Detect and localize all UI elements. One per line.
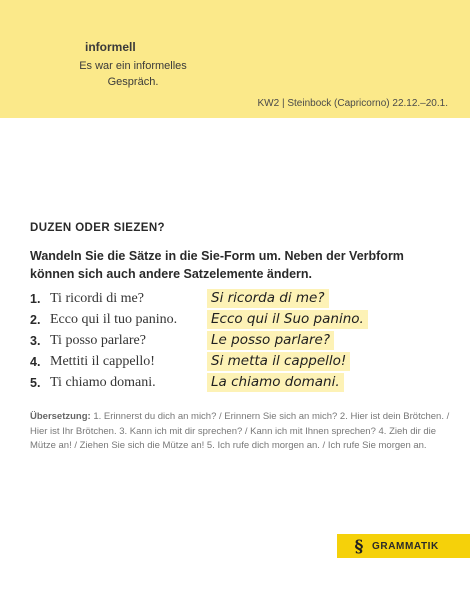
calendar-week-line: KW2 | Steinbock (Capricorno) 22.12.–20.1. bbox=[257, 98, 448, 109]
section-heading: DUZEN ODER SIEZEN? bbox=[30, 222, 165, 234]
exercise-answer: Si metta il cappello! bbox=[207, 352, 350, 371]
exercise-number: 3. bbox=[30, 333, 41, 348]
exercise-number: 5. bbox=[30, 375, 41, 390]
exercise-instruction: Wandeln Sie die Sätze in die Sie-Form um. Neben der Verbform können sich auch andere Satzelemente ändern. bbox=[30, 249, 404, 281]
exercise-prompt: Ti ricordi di me? bbox=[50, 290, 144, 306]
informell-title: informell bbox=[85, 40, 136, 54]
translation-note bbox=[30, 410, 450, 454]
header-band bbox=[0, 0, 470, 118]
exercise-number: 1. bbox=[30, 291, 41, 306]
svg-text:§: § bbox=[354, 537, 364, 555]
exercise-item bbox=[30, 372, 460, 393]
translation-label: Übersetzung: bbox=[30, 411, 91, 422]
exercise-item bbox=[30, 330, 460, 351]
exercise-answer: La chiamo domani. bbox=[207, 373, 344, 392]
exercise-answer: Ecco qui il Suo panino. bbox=[207, 310, 368, 329]
exercise-item bbox=[30, 288, 460, 309]
paragraph-icon bbox=[352, 537, 366, 555]
exercise-answer: Si ricorda di me? bbox=[207, 289, 329, 308]
exercise-number: 2. bbox=[30, 312, 41, 327]
exercise-prompt: Mettiti il cappello! bbox=[50, 353, 155, 369]
grammatik-label: GRAMMATIK bbox=[372, 540, 439, 552]
exercise-prompt: Ti posso parlare? bbox=[50, 332, 146, 348]
translation-text: 1. Erinnerst du dich an mich? / Erinnern Sie sich an mich? 2. Hier ist dein Brötchen. / Hier ist Ihr Brötchen. 3. Kann ich mit dir sprechen? / Kann ich mit Ihnen sprechen? 4. Zieh dir die Mütze an! / Ziehen Sie sich die Mütze an! 5. Ich rufe dich morgen an. / Ich rufe Sie morgen an. bbox=[30, 411, 450, 451]
exercise-prompt: Ecco qui il tuo panino. bbox=[50, 311, 178, 327]
exercise-item bbox=[30, 309, 460, 330]
exercise-answer: Le posso parlare? bbox=[207, 331, 334, 350]
exercise-list bbox=[30, 288, 460, 393]
exercise-number: 4. bbox=[30, 354, 41, 369]
informell-example: Es war ein informelles Gespräch. bbox=[79, 60, 187, 88]
exercise-item bbox=[30, 351, 460, 372]
grammatik-tag bbox=[337, 534, 470, 558]
exercise-prompt: Ti chiamo domani. bbox=[50, 374, 156, 390]
